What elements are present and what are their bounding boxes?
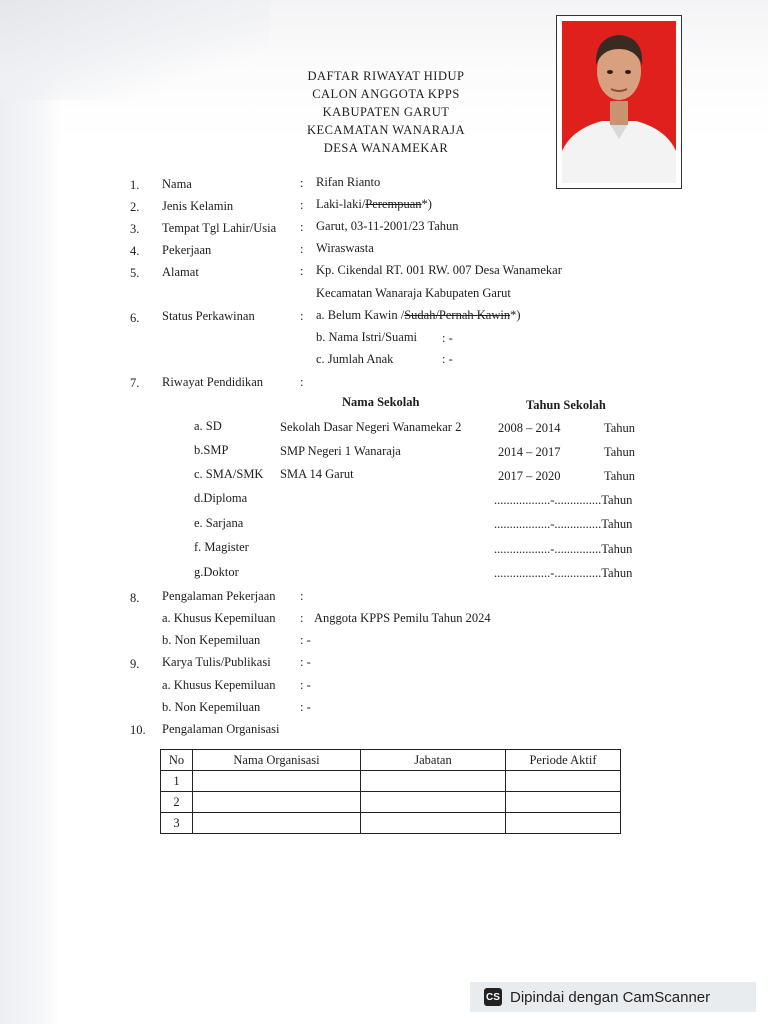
camscanner-watermark [470,982,756,1012]
education-years: ..................-...............Tahun [494,517,633,531]
spouse-value: : - [442,331,453,345]
field-number: 10. [130,723,146,737]
row-number: 2 [161,792,193,813]
title-line-4: KECAMATAN WANARAJA [306,123,466,137]
column-header-no: No [161,750,193,771]
field-colon: : [300,264,304,278]
education-level: a. SD [194,419,222,433]
field-value-job: Wiraswasta [316,241,374,255]
education-level: c. SMA/SMK [194,467,264,481]
table-row [161,771,621,792]
column-header-period: Periode Aktif [506,750,621,771]
field-value-address: Kp. Cikendal RT. 001 RW. 007 Desa Wanamekar [316,263,562,277]
field-value-gender [316,196,432,212]
field-number: 6. [130,311,140,325]
education-level: f. Magister [194,540,249,554]
field-colon: : [300,220,304,234]
education-unit: Tahun [604,469,636,483]
field-colon: : [300,611,304,625]
table-row [161,792,621,813]
writing-electoral-value: : - [300,678,311,692]
education-school: Sekolah Dasar Negeri Wanamekar 2 [280,420,462,434]
children-label: c. Jumlah Anak [316,352,394,366]
title-line-3: KABUPATEN GARUT [322,105,450,119]
writing-nonelectoral-label: b. Non Kepemiluan [162,700,261,714]
education-years: ..................-...............Tahun [494,493,633,507]
field-label-nama: Nama [162,177,192,191]
education-level: g.Doktor [194,565,239,579]
field-number: 5. [130,266,140,280]
position-cell [361,813,506,834]
field-colon: : [300,198,304,212]
education-label: Riwayat Pendidikan [162,375,264,389]
field-number: 9. [130,657,140,671]
document-title [270,67,502,157]
education-years: 2008 – 2014 [498,421,561,435]
column-header-org-name: Nama Organisasi [193,750,361,771]
position-cell [361,792,506,813]
gender-option-male: Laki-laki/ [316,197,366,211]
marital-option-single: a. Belum Kawin / [316,308,405,322]
field-colon: : [300,309,304,323]
period-cell [506,813,621,834]
field-label-marital: Status Perkawinan [162,309,255,323]
field-label-address: Alamat [162,265,199,279]
field-number: 7. [130,376,140,390]
field-number: 4. [130,244,140,258]
education-level: e. Sarjana [194,516,244,530]
work-nonelectoral-value: : - [300,633,311,647]
education-level: b.SMP [194,443,229,457]
field-label-gender: Jenis Kelamin [162,199,234,213]
education-year-header: Tahun Sekolah [526,398,606,412]
writing-electoral-label: a. Khusus Kepemiluan [162,678,276,692]
field-number: 8. [130,591,140,605]
title-line-1: DAFTAR RIWAYAT HIDUP [307,69,465,83]
writing-nonelectoral-value: : - [300,700,311,714]
spouse-label: b. Nama Istri/Suami [316,330,418,344]
children-value: : - [442,352,453,366]
field-colon: : [300,589,304,603]
org-name-cell [193,792,361,813]
org-name-cell [193,813,361,834]
writing-value: : - [300,655,311,669]
title-line-5: DESA WANAMEKAR [323,141,449,155]
work-label: Pengalaman Pekerjaan [162,589,276,603]
marital-footnote: *) [510,308,521,322]
field-value-birth: Garut, 03-11-2001/23 Tahun [316,219,459,233]
field-label-birth: Tempat Tgl Lahir/Usia [162,221,277,235]
row-number: 1 [161,771,193,792]
title-line-2: CALON ANGGOTA KPPS [312,87,460,101]
education-school-header: Nama Sekolah [342,395,420,409]
education-years: ..................-...............Tahun [494,542,633,556]
work-nonelectoral-label: b. Non Kepemiluan [162,633,261,647]
applicant-photo [556,15,682,189]
work-electoral-value: Anggota KPPS Pemilu Tahun 2024 [314,611,491,625]
education-years: 2014 – 2017 [498,445,561,459]
field-number: 1. [130,178,140,192]
marital-option-married-struck: Sudah/Pernah Kawin [404,308,511,322]
field-colon: : [300,375,304,389]
organization-label: Pengalaman Organisasi [162,722,280,736]
column-header-position: Jabatan [361,750,506,771]
education-years: 2017 – 2020 [498,469,561,483]
camscanner-logo-icon: CS [484,988,502,1006]
position-cell [361,771,506,792]
camscanner-text: Dipindai dengan CamScanner [510,988,711,1006]
period-cell [506,792,621,813]
page-shadow [0,0,60,1024]
gender-option-female-struck: Perempuan [365,197,422,211]
field-colon: : [300,242,304,256]
field-number: 3. [130,222,140,236]
work-electoral-label: a. Khusus Kepemiluan [162,611,276,625]
field-value-address-line2: Kecamatan Wanaraja Kabupaten Garut [316,286,511,300]
education-school: SMP Negeri 1 Wanaraja [280,444,401,458]
education-school: SMA 14 Garut [280,467,354,481]
portrait-image [562,21,676,183]
education-unit: Tahun [604,445,636,459]
field-number: 2. [130,200,140,214]
education-years: ..................-...............Tahun [494,566,633,580]
education-unit: Tahun [604,421,636,435]
field-label-job: Pekerjaan [162,243,212,257]
period-cell [506,771,621,792]
field-colon: : [300,176,304,190]
table-row [161,813,621,834]
table-header-row [161,750,621,771]
field-value-nama: Rifan Rianto [316,175,381,189]
page-corner-shadow [0,0,270,100]
education-level: d.Diploma [194,491,248,505]
organization-table [160,749,621,834]
writing-label: Karya Tulis/Publikasi [162,655,271,669]
field-value-marital [316,307,521,323]
org-name-cell [193,771,361,792]
gender-footnote: *) [421,197,432,211]
row-number: 3 [161,813,193,834]
